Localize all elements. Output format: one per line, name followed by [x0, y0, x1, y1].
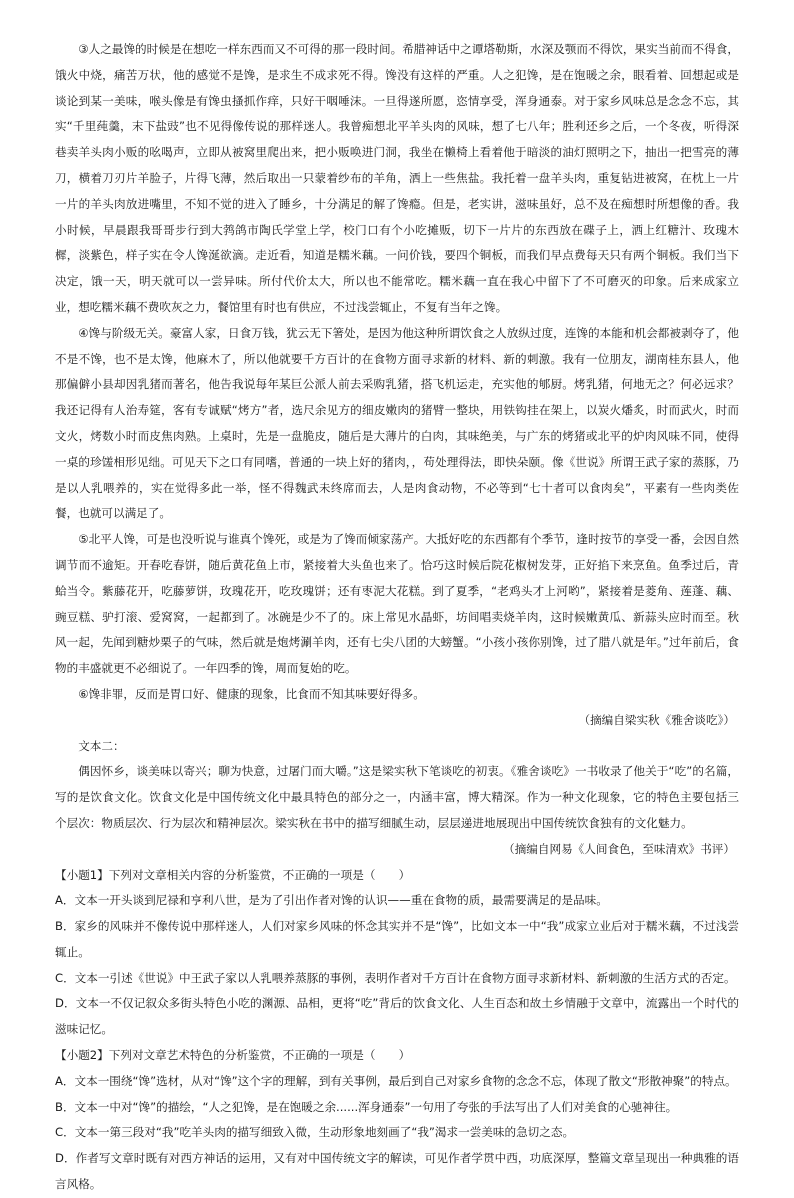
question-1-stem: 【小题1】下列对文章相关内容的分析鉴赏，不正确的一项是（ ）	[55, 867, 411, 882]
question-1	[55, 863, 739, 1044]
text1-paragraph-3: ③人之最馋的时候是在想吃一样东西而又不可得的那一段时间。希腊神话中之谭塔勒斯，水深及颚而不得饮，果实当前而不得食，饿火中烧，痛苦万状，他的感觉不是馋，是求生不成求死不得。馋没有这样的严重。人之犯馋，是在饱暖之余，眼看着、回想起或是谈论到某一美味，喉头像是有馋虫搔抓作痒，只好干咽唾沫。一旦得遂所愿，恣情享受，浑身通泰。对于家乡风味总是念念不忘，其实“千里莼羹，末下盐豉”也不见得像传说的那样迷人。我曾痴想北平羊头肉的风味，想了七八年；胜利还乡之后，一个冬夜，听得深巷卖羊头肉小贩的吆喝声，立即从被窝里爬出来，把小贩唤进门洞，我坐在懒椅上看着他于暗淡的油灯照明之下，抽出一把雪亮的薄刀，横着刀刃片羊脸子，片得飞薄，然后取出一只蒙着纱布的羊角，洒上一些焦盐。我托着一盘羊头肉，重复钻进被窝，在枕上一片一片的羊头肉放进嘴里，不知不觉的进入了睡乡，十分满足的解了馋瘾。但是，老实讲，滋味虽好，总不及在痴想时所想像的香。我小时候，早晨跟我哥哥步行到大鹁鸽市陶氏学堂上学，校门口有个小吃摊贩，切下一片片的东西放在碟子上，洒上红糖汁、玫瑰木樨，淡紫色，样子实在令人馋涎欲滴。走近看，知道是糯米藕。一问价钱，要四个铜板，而我们早点费每天只有两个铜板。我们当下决定，饿一天，明天就可以一尝异味。所付代价太大，所以也不能常吃。糯米藕一直在我心中留下了不可磨灭的印象。后来成家立业，想吃糯米藕不费吹灰之力，餐馆里有时也有供应，不过浅尝辄止，不复有当年之馋。	[55, 42, 739, 314]
question-2-option-d: D．作者写文章时既有对西方神话的运用，又有对中国传统文字的解读，可见作者学贯中西，功底深厚，整篇文章呈现出一种典雅的语言风格。	[55, 1151, 739, 1192]
text2-source: （摘编自网易《人间食色，至味清欢》书评）	[503, 841, 735, 856]
question-2-stem: 【小题2】下列对文章艺术特色的分析鉴赏，不正确的一项是（ ）	[55, 1048, 411, 1063]
question-2	[55, 1043, 739, 1198]
text1-source: （摘编自梁实秋《雅舍谈吃》）	[578, 712, 735, 727]
text2-heading: 文本二：	[78, 738, 125, 753]
question-2-option-c: C．文本一第三段对“我”吃羊头肉的描写细致入微，生动形象地刻画了“我”渴求一尝美味的急切之态。	[55, 1125, 575, 1140]
question-1-option-d: D．文本一不仅记叙众多街头特色小吃的渊源、品相，更将“吃”背后的饮食文化、人生百态和故土乡情融于文章中，流露出一个时代的滋味记忆。	[55, 996, 739, 1037]
text2-body: 偶因怀乡，谈美味以寄兴；聊为快意，过屠门而大嚼。”这是梁实秋下笔谈吃的初衷。《雅舍谈吃》一书收录了他关于“吃”的名篇，写的是饮食文化。饮食文化是中国传统文化中最具特色的部分之一，内涵丰富，博大精深。作为一种文化现象，它的特色主要包括三个层次：物质层次、行为层次和精神层次。梁实秋在书中的描写细腻生动，层层递进地展现出中国传统饮食独有的文化魅力。	[55, 764, 739, 830]
text1-paragraph-4: ④馋与阶级无关。豪富人家，日食万钱，犹云无下箸处，是因为他这种所谓饮食之人放纵过度，连馋的本能和机会都被剥夺了，他不是不馋，也不是太馋，他麻木了，所以他就要千方百计的在食物方面寻求新的材料、新的刺激。我有一位朋友，湖南桂东县人，他那偏僻小县却因乳猪而著名，他告我说每年某巨公派人前去采购乳猪，搭飞机运走，充实他的郇厨。烤乳猪，何地无之？何必远求？我还记得有人治寿筵，客有专诚赋“烤方”者，选尺余见方的细皮嫩肉的猪臂一整块，用铁钩挂在架上，以炭火燔炙，时而武火，时而文火，烤数小时而皮焦肉熟。上桌时，先是一盘脆皮，随后是大薄片的白肉，其味绝美，与广东的烤猪或北平的炉肉风味不同，使得一桌的珍馐相形见绌。可见天下之口有同嗜，普通的一块上好的猪肉，，苟处理得法，即快朵颐。像《世说》所谓王武子家的蒸豚，乃是以人乳喂养的，实在觉得多此一举，怪不得魏武未终席而去，人是肉食动物，不必等到“七十者可以食肉矣”，平素有一些肉类佐餐，也就可以满足了。	[55, 325, 739, 521]
question-2-option-a: A．文本一围绕“馋”选材，从对“馋”这个字的理解，到有关事例，最后到自己对家乡食物的念念不忘，体现了散文“形散神聚”的特点。	[55, 1073, 737, 1088]
question-1-option-b: B．家乡的风味并不像传说中那样迷人，人们对家乡风味的怀念其实并不是“馋”，比如文本一中“我”成家立业后对于糯米藕，不过浅尝辄止。	[55, 919, 739, 959]
question-1-option-c: C．文本一引述《世说》中王武子家以人乳喂养蒸豚的事例，表明作者对千方百计在食物方面寻求新材料、新刺激的生活方式的否定。	[55, 970, 736, 985]
question-1-option-a: A．文本一开头谈到尼禄和亨利八世，是为了引出作者对馋的认识——重在食物的质，最需要满足的是品味。	[55, 893, 608, 908]
document-page	[55, 37, 739, 1198]
text1-paragraph-5: ⑤北平人馋，可是也没听说与谁真个馋死，或是为了馋而倾家荡产。大抵好吃的东西都有个季节，逢时按节的享受一番，会因自然调节而不逾矩。开春吃春饼，随后黄花鱼上市，紧接着大头鱼也来了。恰巧这时候后院花椒树发芽，正好掐下来烹鱼。鱼季过后，青蛤当令。紫藤花开，吃藤萝饼，玫瑰花开，吃玫瑰饼；还有枣泥大花糕。到了夏季，“老鸡头才上河哟”，紧接着是菱角、莲蓬、藕、豌豆糕、驴打滚、爱窝窝，一起都到了。冰碗是少不了的。床上常见水晶虾，坊间唱卖烧羊肉，这时候嫩黄瓜、新蒜头应时而至。秋风一起，先闻到糖炒栗子的气味，然后就是炮烤涮羊肉，还有七尖八团的大螃蟹。“小孩小孩你别馋，过了腊八就是年。”过年前后，食物的丰盛就更不必细说了。一年四季的馋，周而复始的吃。	[55, 532, 739, 676]
question-2-option-b: B．文本一中对“馋”的描绘，“人之犯馋，是在饱暖之余......浑身通泰”一句用了夸张的手法写出了人们对美食的心驰神往。	[55, 1099, 678, 1114]
text1-paragraph-6: ⑥馋非罪，反而是胃口好、健康的现象，比食而不知其味要好得多。	[78, 686, 425, 701]
